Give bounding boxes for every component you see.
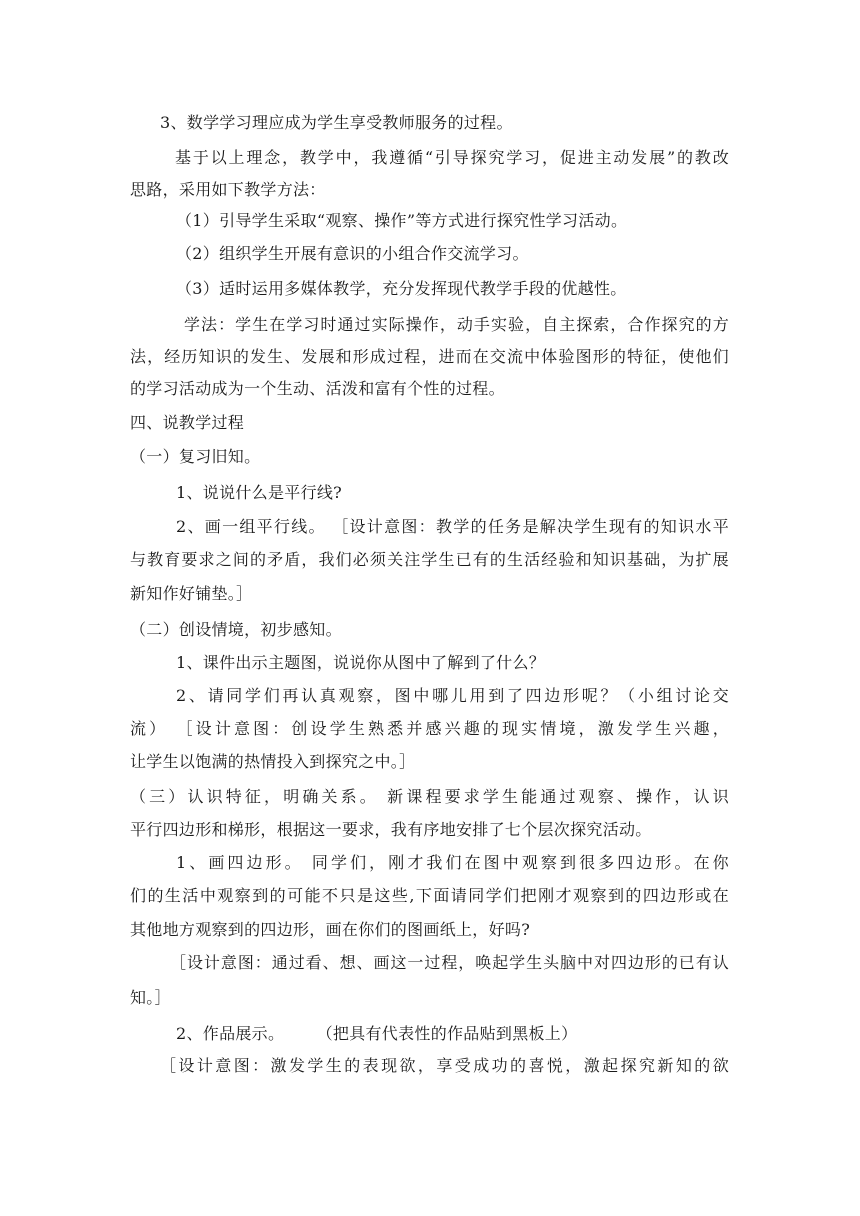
text-line: 让学生以饱满的热情投入到探究之中。］	[130, 752, 416, 771]
text-line: 基于以上理念，教学中，我遵循“引导探究学习，促进主动发展”的教改	[175, 148, 729, 167]
text-line: （2）组织学生开展有意识的小组合作交流学习。	[176, 244, 529, 263]
text-line: ［设计意图：激发学生的表现欲，享受成功的喜悦，激起探究新知的欲	[160, 1056, 729, 1075]
text-line: 思路，采用如下教学方法：	[130, 180, 326, 199]
text-line: 1、画四边形。 同学们，刚才我们在图中观察到很多四边形。在你	[176, 853, 729, 872]
subsection-heading: （一）复习旧知。	[130, 447, 261, 466]
text-line: 1、课件出示主题图，说说你从图中了解到了什么？	[176, 653, 546, 672]
subsection-heading: （三）认识特征，明确关系。 新课程要求学生能通过观察、操作，认识	[130, 787, 729, 806]
text-line: 新知作好铺垫。］	[130, 584, 253, 603]
text-line: 知。］	[130, 988, 171, 1007]
text-line: ［设计意图：通过看、想、画这一过程，唤起学生头脑中对四边形的已有认	[170, 953, 729, 972]
subsection-heading: （二）创设情境，初步感知。	[130, 620, 342, 639]
text-line: 1、说说什么是平行线?	[176, 483, 343, 502]
text-line: 其他地方观察到的四边形，画在你们的图画纸上，好吗?	[130, 920, 531, 939]
text-line: 们的生活中观察到的可能不只是这些,下面请同学们把刚才观察到的四边形或在	[130, 886, 729, 905]
text-line: 2、请同学们再认真观察，图中哪儿用到了四边形呢？（小组讨论交	[176, 686, 729, 705]
text-line: 2、作品展示。 （把具有代表性的作品贴到黑板上）	[176, 1024, 578, 1043]
text-line: 3、数学学习理应成为学生享受教师服务的过程。	[160, 113, 513, 132]
text-line: 学法：学生在学习时通过实际操作，动手实验，自主探索，合作探究的方	[184, 315, 729, 334]
text-line: 与教育要求之间的矛盾，我们必须关注学生已有的生活经验和知识基础，为扩展	[130, 550, 729, 569]
text-line: 流） ［设计意图：创设学生熟悉并感兴趣的现实情境，激发学生兴趣，	[130, 719, 729, 738]
text-line: 的学习活动成为一个生动、活泼和富有个性的过程。	[130, 379, 505, 398]
text-line: 2、画一组平行线。 ［设计意图：教学的任务是解决学生现有的知识水平	[176, 517, 729, 536]
text-line: 法，经历知识的发生、发展和形成过程，进而在交流中体验图形的特征，使他们	[130, 347, 729, 366]
text-line: （3）适时运用多媒体教学，充分发挥现代教学手段的优越性。	[176, 279, 627, 298]
text-line: （1）引导学生采取“观察、操作”等方式进行探究性学习活动。	[176, 211, 628, 230]
section-heading: 四、说教学过程	[130, 413, 245, 432]
text-line: 平行四边形和梯形，根据这一要求，我有序地安排了七个层次探究活动。	[130, 820, 652, 839]
